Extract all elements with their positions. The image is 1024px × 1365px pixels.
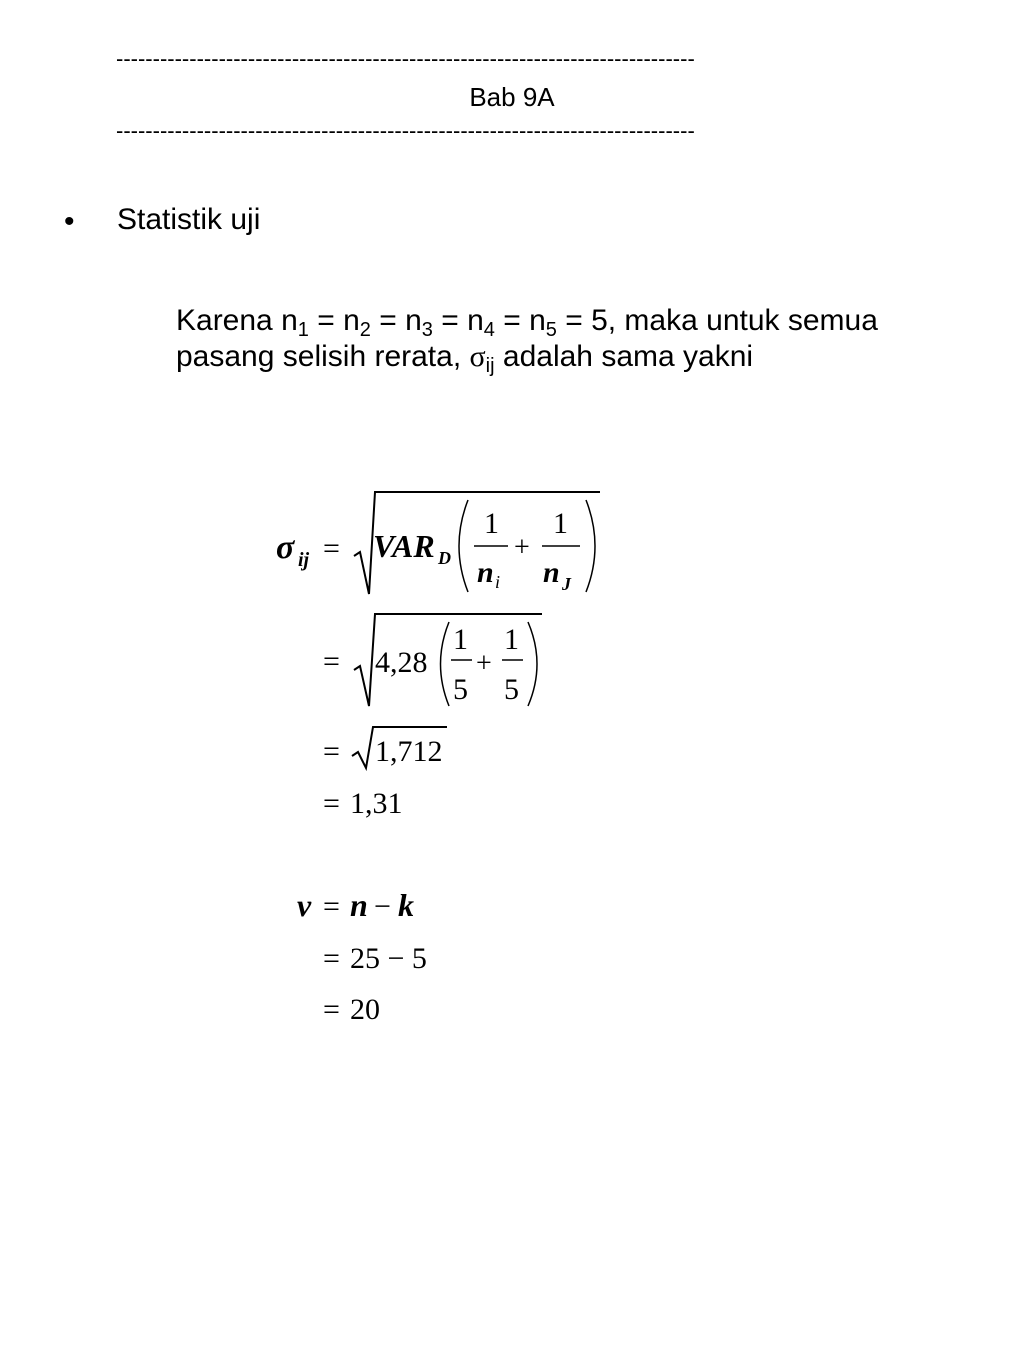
plus-sign-1: +	[514, 532, 530, 563]
numerator-2a: 1	[453, 623, 468, 656]
denominator-sub-i: i	[495, 572, 501, 592]
sigma-subscript: ij	[485, 355, 495, 377]
para-text-4: = n	[432, 304, 484, 337]
para-text-6: = 5, maka untuk semua pasang selisih rerata,	[176, 304, 878, 373]
nu-k: k	[398, 887, 414, 923]
nu-n: n	[350, 887, 368, 923]
equals-sign-4: =	[323, 787, 340, 820]
nu-minus: −	[374, 890, 391, 923]
sub-1: 1	[297, 319, 309, 341]
equals-sign-1: =	[323, 532, 340, 565]
sub-2: 2	[359, 319, 371, 341]
para-text-3: = n	[370, 304, 422, 337]
equals-sign-2: =	[323, 645, 340, 678]
numerator-1a: 1	[484, 507, 499, 540]
var-label: VAR	[373, 528, 435, 564]
denominator-sub-j: J	[562, 574, 571, 594]
chapter-title: Bab 9A	[469, 82, 555, 112]
nu-result: 20	[350, 993, 380, 1026]
left-paren-2	[441, 622, 450, 706]
sub-4: 4	[483, 319, 495, 341]
sigma-subscript-formula: ij	[298, 549, 310, 571]
variance-value: 4,28	[375, 646, 428, 679]
var-subscript: D	[438, 548, 451, 568]
plus-sign-2: +	[476, 648, 492, 679]
denominator-2b: 5	[504, 673, 519, 706]
sub-3: 3	[421, 319, 433, 341]
nu-step-2: 25 − 5	[350, 942, 427, 975]
nu-symbol: ν	[297, 887, 312, 923]
sigma-symbol-formula: σ	[276, 529, 295, 566]
para-text-2: = n	[308, 304, 360, 337]
denominator-n-1a: n	[477, 556, 494, 589]
bullet-icon: •	[64, 205, 75, 238]
sigma-result: 1,31	[350, 787, 403, 820]
sigma-symbol: σ	[469, 340, 486, 373]
sqrt-value: 1,712	[375, 735, 443, 768]
right-paren-2	[528, 622, 537, 706]
nu-equals-1: =	[323, 890, 340, 923]
para-text-1: Karena n	[176, 304, 298, 337]
denominator-n-1b: n	[543, 556, 560, 589]
numerator-1b: 1	[553, 507, 568, 540]
top-divider: -------------------------------------------------------------------------------	[116, 46, 695, 71]
numerator-2b: 1	[504, 623, 519, 656]
para-text-5: = n	[494, 304, 546, 337]
right-paren-1	[586, 500, 595, 592]
sub-5: 5	[545, 319, 557, 341]
section-title: Statistik uji	[117, 203, 261, 236]
denominator-2a: 5	[453, 673, 468, 706]
nu-equals-3: =	[323, 993, 340, 1026]
nu-equals-2: =	[323, 942, 340, 975]
equals-sign-3: =	[323, 735, 340, 768]
bottom-divider: -------------------------------------------------------------------------------	[116, 118, 695, 143]
left-paren-1	[459, 500, 468, 592]
para-text-7: adalah sama yakni	[494, 340, 754, 373]
